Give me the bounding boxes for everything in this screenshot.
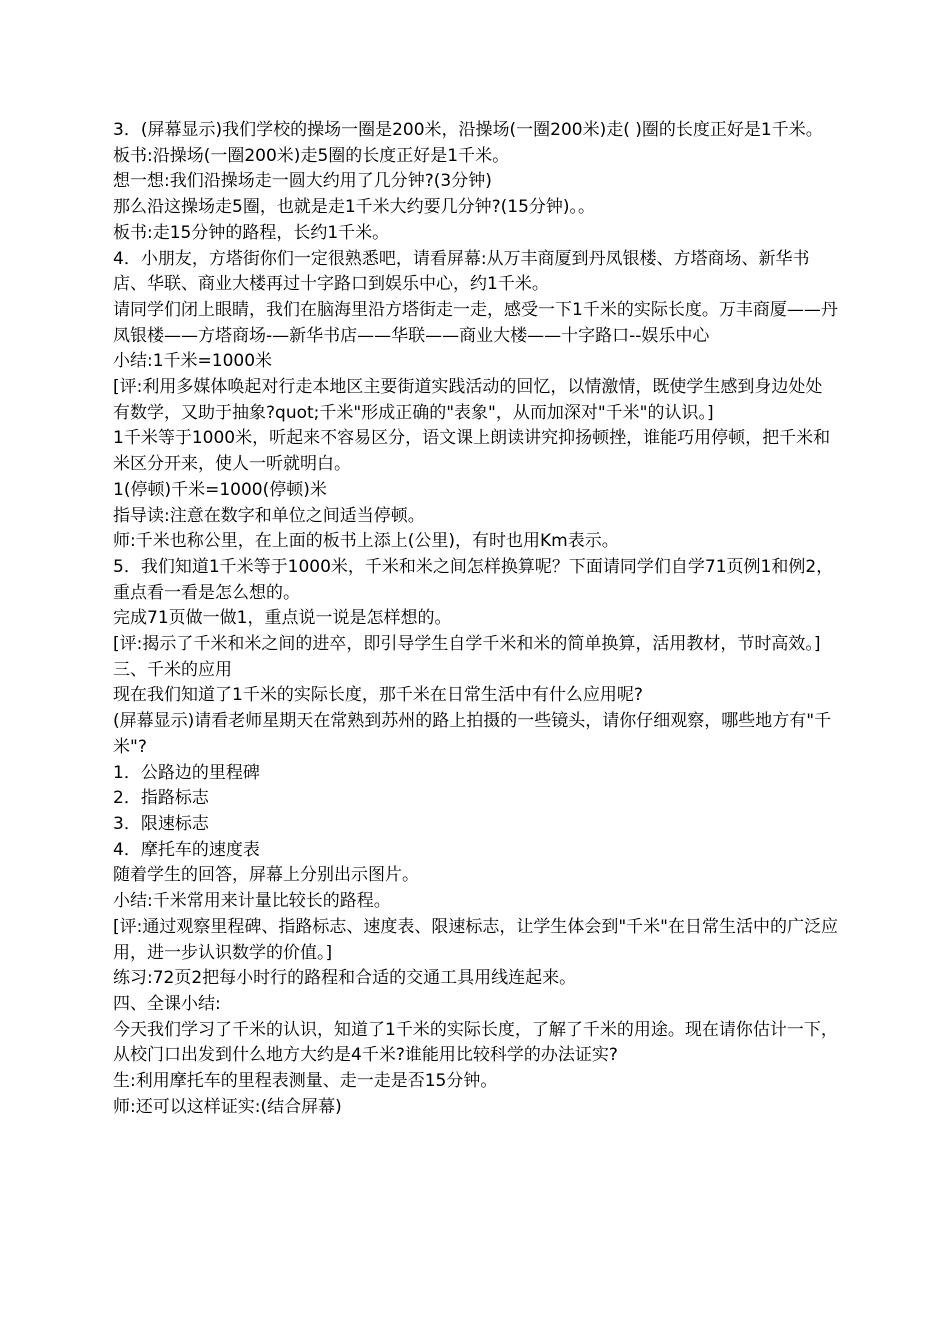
paragraph: 那么沿这操场走5圈，也就是走1千米大约要几分钟?(15分钟)。。	[113, 197, 596, 218]
paragraph: 指导读:注意在数字和单位之间适当停顿。	[113, 505, 425, 526]
paragraph: 现在我们知道了1千米的实际长度，那千米在日常生活中有什么应用呢?	[113, 685, 643, 706]
section-heading: 四、全课小结:	[113, 993, 221, 1014]
list-item: 1．公路边的里程碑	[113, 762, 260, 783]
document-body	[113, 118, 838, 1120]
paragraph: 板书:走15分钟的路程，长约1千米。	[113, 222, 390, 243]
paragraph: 4．小朋友，方塔街你们一定很熟悉吧，请看屏幕:从万丰商厦到丹凤银楼、方塔商场、新华书店、华联、商业大楼再过十字路口到娱乐中心，约1千米。	[113, 248, 810, 295]
paragraph: 小结:千米常用来计量比较长的路程。	[113, 891, 391, 912]
paragraph: 请同学们闭上眼睛，我们在脑海里沿方塔街走一走，感受一下1千米的实际长度。万丰商厦——丹凤银楼——方塔商场-—新华书店——华联——商业大楼——十字路口--娱乐中心	[113, 299, 838, 346]
paragraph: 小结:1千米=1000米	[113, 351, 273, 372]
list-item: 2．指路标志	[113, 788, 209, 809]
paragraph: 5．我们知道1千米等于1000米，千米和米之间怎样换算呢？下面请同学们自学71页例1和例2，重点看一看是怎么想的。	[113, 556, 834, 603]
paragraph: 今天我们学习了千米的认识，知道了1千米的实际长度，了解了千米的用途。现在请你估计一下，从校门口出发到什么地方大约是4千米?谁能用比较科学的办法证实?	[113, 1019, 838, 1066]
paragraph: 3．(屏幕显示)我们学校的操场一圈是200米，沿操场(一圈200米)走( )圈的长度正好是1千米。	[113, 120, 823, 140]
paragraph: 练习:72页2把每小时行的路程和合适的交通工具用线连起来。	[113, 968, 577, 989]
paragraph: 1(停顿)千米=1000(停顿)米	[113, 479, 327, 500]
paragraph: (屏幕显示)请看老师星期天在常熟到苏州的路上拍摄的一些镜头，请你仔细观察，哪些地方有"千米"?	[113, 711, 832, 757]
paragraph: 随着学生的回答，屏幕上分别出示图片。	[113, 865, 419, 886]
paragraph: 想一想:我们沿操场走一圆大约用了几分钟?(3分钟)	[113, 171, 492, 192]
paragraph: 师:还可以这样证实:(结合屏幕)	[113, 1096, 342, 1117]
paragraph: 师:千米也称公里，在上面的板书上添上(公里)，有时也用Km表示。	[113, 531, 619, 552]
comment-paragraph: [评:通过观察里程碑、指路标志、速度表、限速标志，让学生体会到"千米"在日常生活中的广泛应用，进一步认识数学的价值。]	[113, 916, 838, 963]
comment-paragraph: [评:利用多媒体唤起对行走本地区主要街道实践活动的回忆，以情激情，既使学生感到身边处处有数学，又助于抽象?quot;千米"形成正确的"表象"，从而加深对"千米"的认识。]	[113, 377, 823, 423]
section-heading: 三、千米的应用	[113, 659, 232, 680]
paragraph: 生:利用摩托车的里程表测量、走一走是否15分钟。	[113, 1071, 498, 1092]
paragraph: 板书:沿操场(一圈200米)走5圈的长度正好是1千米。	[113, 145, 510, 166]
paragraph: 完成71页做一做1，重点说一说是怎样想的。	[113, 608, 452, 629]
paragraph: 1千米等于1000米，听起来不容易区分，语文课上朗读讲究抑扬顿挫，谁能巧用停顿，把千米和米区分开来，使人一听就明白。	[113, 428, 831, 475]
list-item: 4．摩托车的速度表	[113, 839, 260, 860]
comment-paragraph: [评:揭示了千米和米之间的进卒，即引导学生自学千米和米的简单换算，活用教材，节时高效。]	[113, 634, 821, 655]
list-item: 3．限速标志	[113, 813, 209, 834]
